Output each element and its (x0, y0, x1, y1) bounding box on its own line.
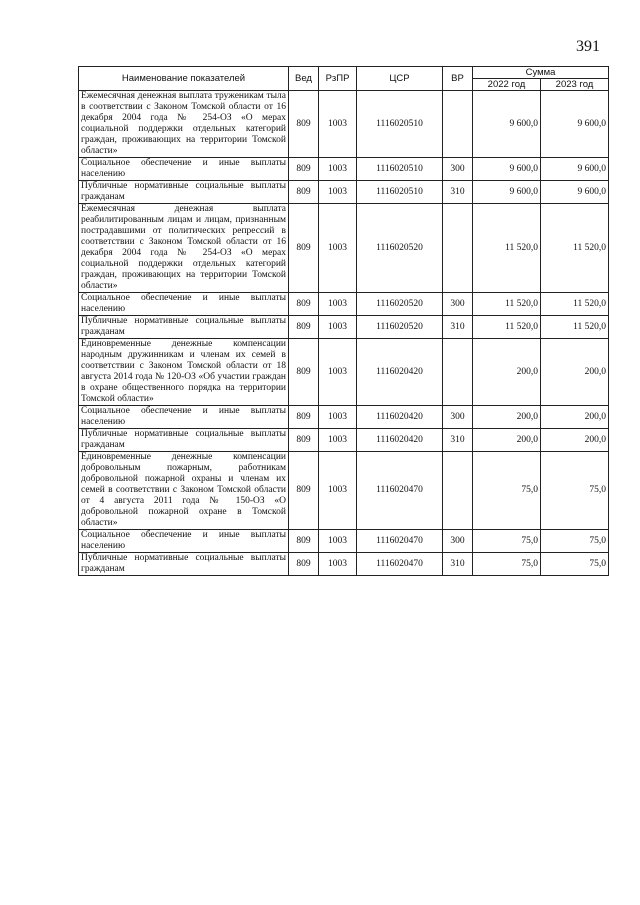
row-vr: 300 (443, 158, 473, 181)
row-csr: 1116020520 (357, 293, 443, 316)
row-ved: 809 (289, 181, 319, 204)
row-name: Публичные нормативные социальные выплаты гражданам (79, 553, 289, 576)
row-rzpr: 1003 (319, 452, 357, 530)
row-csr: 1116020510 (357, 158, 443, 181)
row-vr: 300 (443, 406, 473, 429)
row-rzpr: 1003 (319, 316, 357, 339)
row-ved: 809 (289, 406, 319, 429)
table-row (79, 158, 609, 181)
row-name: Социальное обеспечение и иные выплаты населению (79, 530, 289, 553)
row-ved: 809 (289, 553, 319, 576)
row-vr: 310 (443, 429, 473, 452)
row-csr: 1116020510 (357, 91, 443, 158)
row-sum-2023: 11 520,0 (541, 316, 609, 339)
table-row (79, 204, 609, 293)
table-row (79, 452, 609, 530)
page-number: 391 (576, 38, 600, 55)
row-sum-2023: 75,0 (541, 452, 609, 530)
row-ved: 809 (289, 339, 319, 406)
row-sum-2022: 200,0 (473, 406, 541, 429)
row-sum-2022: 11 520,0 (473, 204, 541, 293)
row-sum-2022: 75,0 (473, 553, 541, 576)
row-rzpr: 1003 (319, 339, 357, 406)
row-sum-2023: 9 600,0 (541, 158, 609, 181)
row-sum-2023: 9 600,0 (541, 181, 609, 204)
row-rzpr: 1003 (319, 553, 357, 576)
row-ved: 809 (289, 429, 319, 452)
row-ved: 809 (289, 293, 319, 316)
row-name: Социальное обеспечение и иные выплаты населению (79, 293, 289, 316)
row-name: Публичные нормативные социальные выплаты гражданам (79, 429, 289, 452)
row-sum-2022: 200,0 (473, 429, 541, 452)
row-vr: 300 (443, 530, 473, 553)
header-csr: ЦСР (357, 67, 443, 91)
header-sum: Сумма (473, 67, 609, 79)
row-rzpr: 1003 (319, 293, 357, 316)
row-vr: 300 (443, 293, 473, 316)
row-csr: 1116020470 (357, 553, 443, 576)
header-2023: 2023 год (541, 79, 609, 91)
row-sum-2022: 11 520,0 (473, 293, 541, 316)
row-csr: 1116020520 (357, 204, 443, 293)
row-ved: 809 (289, 91, 319, 158)
header-vr: ВР (443, 67, 473, 91)
row-rzpr: 1003 (319, 91, 357, 158)
row-csr: 1116020420 (357, 429, 443, 452)
row-sum-2022: 200,0 (473, 339, 541, 406)
row-rzpr: 1003 (319, 204, 357, 293)
row-sum-2023: 11 520,0 (541, 204, 609, 293)
row-sum-2023: 9 600,0 (541, 91, 609, 158)
row-name: Единовременные денежные компенсации добровольным пожарным, работникам добровольной пожарной охраны и членам их семей в соответствии с Законом Томской области от 4 августа 2011 года № 150-ОЗ «О добровольной пожарной охране в Томской области» (79, 452, 289, 530)
row-name: Публичные нормативные социальные выплаты гражданам (79, 181, 289, 204)
budget-table (78, 66, 609, 576)
row-rzpr: 1003 (319, 429, 357, 452)
table-row (79, 293, 609, 316)
row-sum-2022: 9 600,0 (473, 158, 541, 181)
row-sum-2022: 11 520,0 (473, 316, 541, 339)
row-name: Единовременные денежные компенсации народным дружинникам и членам их семей в соответствии с Законом Томской области от 18 августа 2014 года № 120-ОЗ «Об участии граждан в охране общественного порядка на территории Томской области» (79, 339, 289, 406)
row-sum-2023: 200,0 (541, 406, 609, 429)
table-row (79, 553, 609, 576)
row-sum-2023: 200,0 (541, 429, 609, 452)
table-row (79, 91, 609, 158)
row-rzpr: 1003 (319, 181, 357, 204)
row-vr (443, 339, 473, 406)
header-rzpr: РзПР (319, 67, 357, 91)
table-row (79, 429, 609, 452)
row-rzpr: 1003 (319, 406, 357, 429)
row-vr: 310 (443, 316, 473, 339)
row-ved: 809 (289, 158, 319, 181)
table-row (79, 316, 609, 339)
row-vr (443, 91, 473, 158)
header-name: Наименование показателей (79, 67, 289, 91)
row-name: Социальное обеспечение и иные выплаты населению (79, 158, 289, 181)
header-ved: Вед (289, 67, 319, 91)
table-row (79, 181, 609, 204)
row-vr: 310 (443, 553, 473, 576)
row-ved: 809 (289, 452, 319, 530)
row-ved: 809 (289, 530, 319, 553)
row-rzpr: 1003 (319, 158, 357, 181)
row-ved: 809 (289, 204, 319, 293)
row-name: Ежемесячная денежная выплата труженикам тыла в соответствии с Законом Томской области от 16 декабря 2004 года № 254-ОЗ «О мерах социальной поддержки отдельных категорий граждан, проживающих на территории Томской области» (79, 91, 289, 158)
row-csr: 1116020470 (357, 530, 443, 553)
row-sum-2023: 200,0 (541, 339, 609, 406)
row-csr: 1116020420 (357, 406, 443, 429)
row-sum-2022: 9 600,0 (473, 181, 541, 204)
row-sum-2023: 75,0 (541, 530, 609, 553)
row-csr: 1116020520 (357, 316, 443, 339)
row-vr (443, 204, 473, 293)
row-rzpr: 1003 (319, 530, 357, 553)
row-sum-2022: 75,0 (473, 530, 541, 553)
row-name: Ежемесячная денежная выплата реабилитированным лицам и лицам, признанным пострадавшими от политических репрессий в соответствии с Законом Томской области от 16 декабря 2004 года № 254-ОЗ «О мерах социальной поддержки отдельных категорий граждан, проживающих на территории Томской области» (79, 204, 289, 293)
table-row (79, 406, 609, 429)
table-row (79, 530, 609, 553)
row-name: Социальное обеспечение и иные выплаты населению (79, 406, 289, 429)
row-sum-2022: 75,0 (473, 452, 541, 530)
row-csr: 1116020510 (357, 181, 443, 204)
row-csr: 1116020470 (357, 452, 443, 530)
row-sum-2023: 75,0 (541, 553, 609, 576)
row-vr: 310 (443, 181, 473, 204)
row-sum-2023: 11 520,0 (541, 293, 609, 316)
row-sum-2022: 9 600,0 (473, 91, 541, 158)
row-ved: 809 (289, 316, 319, 339)
row-name: Публичные нормативные социальные выплаты гражданам (79, 316, 289, 339)
row-csr: 1116020420 (357, 339, 443, 406)
table-row (79, 339, 609, 406)
row-vr (443, 452, 473, 530)
header-2022: 2022 год (473, 79, 541, 91)
